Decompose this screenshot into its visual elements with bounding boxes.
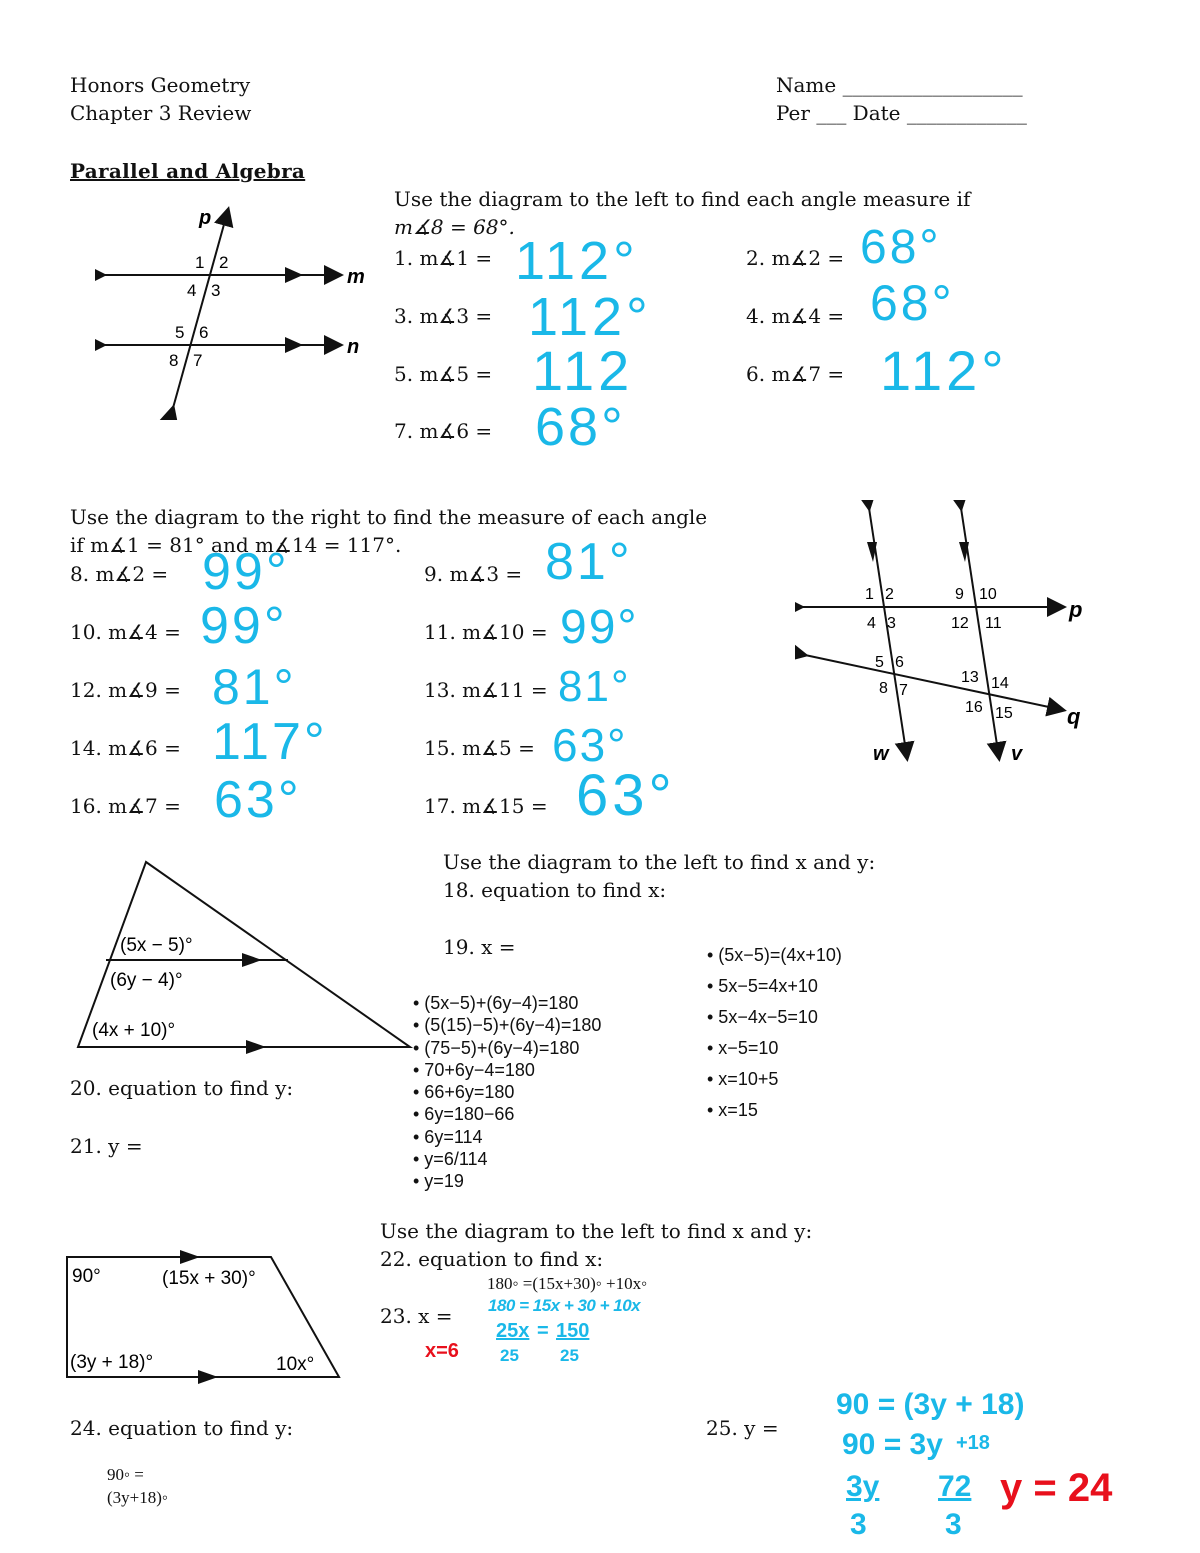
- answer-7: 68°: [535, 397, 626, 457]
- part2-instructions: Use the diagram to the right to find the measure of each angle: [70, 505, 708, 529]
- y-step: • (75−5)+(6y−4)=180: [413, 1037, 580, 1058]
- work-23-den1: 25: [500, 1346, 519, 1365]
- answer-12: 81°: [212, 659, 297, 715]
- y-step: • 6y=180−66: [413, 1104, 515, 1125]
- angle-label-6: 6: [199, 323, 209, 342]
- label-m: m: [347, 266, 365, 288]
- svg-text:6: 6: [895, 654, 904, 671]
- svg-text:3: 3: [887, 615, 896, 632]
- question-14: 14. m∡6 =: [70, 736, 181, 760]
- answer-4: 68°: [870, 275, 955, 331]
- svg-text:16: 16: [965, 699, 983, 716]
- angle-label-1: 1: [195, 253, 205, 272]
- answer-3: 112°: [528, 287, 652, 347]
- part3-instructions: Use the diagram to the left to find x and y:: [443, 850, 876, 874]
- answer-25: y = 24: [1000, 1466, 1113, 1510]
- y-step: • (5(15)−5)+(6y−4)=180: [413, 1015, 602, 1036]
- svg-text:15: 15: [995, 705, 1013, 722]
- angle-label-3: 3: [211, 281, 221, 300]
- question-13: 13. m∡11 =: [424, 678, 548, 702]
- part1-instructions: Use the diagram to the left to find each angle measure if: [394, 187, 971, 211]
- trap-label-10x: 10x°: [276, 1354, 315, 1375]
- work-25-line2: 90 = 3y: [842, 1428, 943, 1461]
- parallel-lines-diagram-1: [95, 200, 385, 420]
- y-step: • y=6/114: [413, 1149, 488, 1170]
- question-7: 7. m∡6 =: [394, 419, 493, 443]
- work-23-line1: 180 = 15x + 30 + 10x: [488, 1296, 641, 1315]
- angle-label-5: 5: [175, 323, 185, 342]
- question-2: 2. m∡2 =: [746, 246, 845, 270]
- x-step: • x=15: [707, 1100, 758, 1120]
- svg-text:14: 14: [991, 675, 1009, 692]
- x-step: • x−5=10: [707, 1038, 779, 1058]
- answer-9: 81°: [545, 533, 633, 591]
- x-steps-list: [707, 940, 842, 1126]
- x-step: • 5x−4x−5=10: [707, 1007, 818, 1027]
- label-v: v: [1011, 743, 1023, 765]
- section-title: Parallel and Algebra: [70, 159, 306, 183]
- work-23-den2: 25: [560, 1346, 579, 1365]
- x-step: • x=10+5: [707, 1069, 779, 1089]
- angle-label-2: 2: [219, 253, 229, 272]
- answer-16: 63°: [214, 771, 302, 829]
- trap-label-3y: (3y + 18)°: [70, 1352, 154, 1373]
- work-25-line1: 90 = (3y + 18): [836, 1388, 1025, 1421]
- question-9: 9. m∡3 =: [424, 562, 523, 586]
- svg-text:2: 2: [885, 586, 894, 603]
- per-date-field[interactable]: Per ___ Date ____________: [776, 101, 1027, 125]
- question-15: 15. m∡5 =: [424, 736, 535, 760]
- answer-24-line2: (3y+18)◦: [107, 1488, 168, 1507]
- work-23-eq: =: [537, 1320, 549, 1342]
- label-q: q: [1067, 704, 1081, 729]
- answer-13: 81°: [558, 662, 631, 711]
- question-22: 22. equation to find x:: [380, 1247, 604, 1271]
- answer-2: 68°: [860, 221, 942, 274]
- answer-23: x=6: [425, 1340, 459, 1362]
- question-20: 20. equation to find y:: [70, 1076, 294, 1100]
- answer-6: 112°: [880, 339, 1008, 402]
- question-10: 10. m∡4 =: [70, 620, 181, 644]
- label-w: w: [873, 743, 889, 765]
- svg-text:9: 9: [955, 586, 964, 603]
- label-p2: p: [1069, 597, 1083, 622]
- angle-label-7: 7: [193, 351, 203, 370]
- question-21: 21. y =: [70, 1134, 143, 1158]
- svg-text:8: 8: [879, 680, 888, 697]
- answer-14: 117°: [212, 713, 328, 771]
- answer-5: 112: [532, 339, 634, 402]
- work-23-num2: 150: [556, 1320, 590, 1342]
- question-5: 5. m∡5 =: [394, 362, 493, 386]
- question-12: 12. m∡9 =: [70, 678, 181, 702]
- question-4: 4. m∡4 =: [746, 304, 845, 328]
- part1-given: m∡8 = 68°.: [394, 215, 515, 239]
- triangle-label-6y: (6y − 4)°: [110, 970, 183, 991]
- svg-text:5: 5: [875, 654, 884, 671]
- work-25-den2: 3: [945, 1508, 962, 1541]
- label-n: n: [347, 336, 360, 358]
- work-25-line2b: +18: [956, 1432, 990, 1454]
- trapezoid-diagram: [62, 1250, 347, 1385]
- y-steps-list: [413, 992, 601, 1193]
- part4-instructions: Use the diagram to the left to find x and y:: [380, 1219, 813, 1243]
- work-25-num2: 72: [938, 1470, 972, 1503]
- angle-label-4: 4: [187, 281, 197, 300]
- x-step: • 5x−5=4x+10: [707, 976, 818, 996]
- x-step: • (5x−5)=(4x+10): [707, 945, 842, 965]
- answer-11: 99°: [560, 601, 639, 654]
- svg-text:1: 1: [865, 586, 874, 603]
- svg-text:13: 13: [961, 669, 979, 686]
- question-1: 1. m∡1 =: [394, 246, 493, 270]
- name-field[interactable]: Name __________________: [776, 73, 1023, 97]
- parallel-lines-diagram-2: [795, 500, 1100, 775]
- question-17: 17. m∡15 =: [424, 794, 548, 818]
- question-18: 18. equation to find x:: [443, 878, 667, 902]
- question-8: 8. m∡2 =: [70, 562, 169, 586]
- answer-10: 99°: [200, 597, 288, 655]
- y-step: • 6y=114: [413, 1126, 483, 1147]
- work-23-num1: 25x: [496, 1320, 530, 1342]
- angle-label-8: 8: [169, 351, 179, 370]
- question-11: 11. m∡10 =: [424, 620, 548, 644]
- svg-text:7: 7: [899, 682, 908, 699]
- part2-given: if m∡1 = 81° and m∡14 = 117°.: [70, 533, 402, 557]
- svg-text:11: 11: [985, 615, 1002, 632]
- answer-8: 99°: [202, 543, 290, 601]
- answer-1: 112°: [515, 231, 639, 291]
- question-24: 24. equation to find y:: [70, 1416, 294, 1440]
- question-19: 19. x =: [443, 935, 516, 959]
- svg-text:12: 12: [951, 615, 969, 632]
- triangle-label-4x: (4x + 10)°: [92, 1020, 176, 1041]
- trap-label-15x: (15x + 30)°: [162, 1268, 256, 1289]
- label-p: p: [199, 207, 212, 229]
- y-step: • 70+6y−4=180: [413, 1059, 535, 1080]
- answer-15: 63°: [552, 719, 628, 771]
- triangle-diagram: [70, 855, 420, 1055]
- question-3: 3. m∡3 =: [394, 304, 493, 328]
- y-step: • (5x−5)+(6y−4)=180: [413, 993, 579, 1013]
- answer-24-line1: 90◦ =: [107, 1465, 144, 1484]
- y-step: • 66+6y=180: [413, 1082, 515, 1103]
- triangle-label-5x: (5x − 5)°: [120, 935, 193, 956]
- trap-label-90: 90°: [72, 1266, 101, 1287]
- work-25-num1: 3y: [846, 1470, 880, 1503]
- question-6: 6. m∡7 =: [746, 362, 845, 386]
- y-step: • y=19: [413, 1171, 464, 1192]
- answer-17: 63°: [576, 763, 676, 828]
- svg-text:4: 4: [867, 615, 876, 632]
- question-23: 23. x =: [380, 1304, 453, 1328]
- chapter-title: Chapter 3 Review: [70, 101, 252, 125]
- question-25: 25. y =: [706, 1416, 779, 1440]
- work-25-den1: 3: [850, 1508, 867, 1541]
- svg-text:10: 10: [979, 586, 997, 603]
- question-16: 16. m∡7 =: [70, 794, 181, 818]
- course-title: Honors Geometry: [70, 73, 251, 97]
- answer-22: 180◦ =(15x+30)◦ +10x◦: [487, 1274, 648, 1293]
